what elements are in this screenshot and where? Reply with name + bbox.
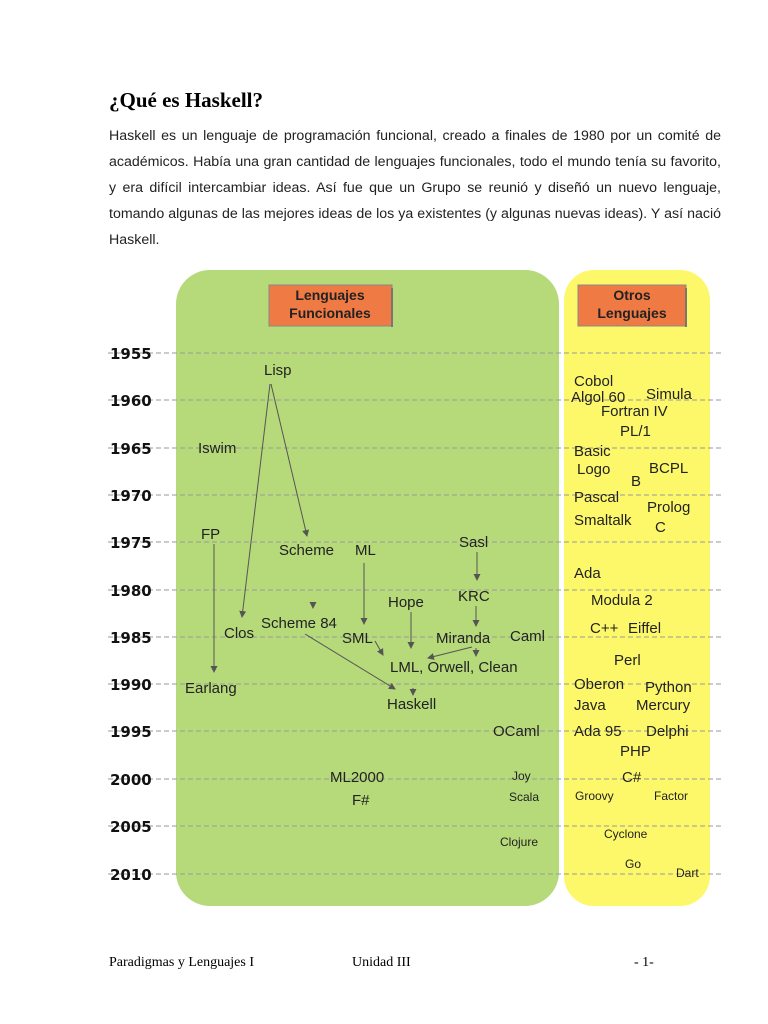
year-label: 1965 xyxy=(110,440,152,458)
lang-iswim: Iswim xyxy=(198,440,237,457)
year-label: 1980 xyxy=(110,582,152,600)
lang-krc: KRC xyxy=(458,588,490,605)
other-header-line-2: Lenguajes xyxy=(597,305,667,321)
lang-fsharp: F# xyxy=(352,792,370,809)
lang-pl1: PL/1 xyxy=(620,423,651,440)
lang-csharp: C# xyxy=(622,769,642,786)
lang-basic: Basic xyxy=(574,443,611,460)
lang-cobol: Cobol xyxy=(574,373,614,390)
lang-cyclone: Cyclone xyxy=(604,827,648,841)
lang-smaltalk: Smaltalk xyxy=(574,512,632,529)
lang-scala: Scala xyxy=(509,790,540,804)
page-title: ¿Qué es Haskell? xyxy=(109,88,264,112)
lang-oberon: Oberon xyxy=(574,676,625,693)
year-label: 2005 xyxy=(110,818,152,836)
lang-factor: Factor xyxy=(654,789,689,803)
year-label: 1985 xyxy=(110,629,152,647)
lang-ml2000: ML2000 xyxy=(330,769,385,786)
lang-sml: SML xyxy=(342,630,373,647)
lang-ml: ML xyxy=(355,542,376,559)
footer-page-number: - 1- xyxy=(634,955,654,970)
lang-prolog: Prolog xyxy=(647,499,691,516)
year-label: 1990 xyxy=(110,676,152,694)
lang-earlang: Earlang xyxy=(185,680,237,697)
lang-dart: Dart xyxy=(676,866,699,880)
functional-header-line-2: Funcionales xyxy=(289,305,371,321)
lang-miranda: Miranda xyxy=(436,630,491,647)
other-languages-panel xyxy=(564,270,710,906)
footer-course: Paradigmas y Lenguajes I xyxy=(109,955,255,970)
lang-perl: Perl xyxy=(614,652,641,669)
lang-cpp: C++ xyxy=(590,620,619,637)
lang-scheme: Scheme xyxy=(279,542,335,559)
lang-sasl: Sasl xyxy=(459,534,489,551)
lang-ocaml: OCaml xyxy=(493,723,540,740)
lang-scheme-84: Scheme 84 xyxy=(261,615,337,632)
lang-caml: Caml xyxy=(510,628,546,645)
lang-eiffel: Eiffel xyxy=(628,620,662,637)
lang-haskell: Haskell xyxy=(387,696,437,713)
lang-groovy: Groovy xyxy=(575,789,614,803)
lang-mercury: Mercury xyxy=(636,697,691,714)
lang-java: Java xyxy=(574,697,606,714)
lang-b: B xyxy=(631,473,642,490)
lang-algol-60: Algol 60 xyxy=(571,389,626,406)
year-label: 1960 xyxy=(110,392,152,410)
lang-clojure: Clojure xyxy=(500,835,539,849)
lang-php: PHP xyxy=(620,743,651,760)
lang-modula-2: Modula 2 xyxy=(591,592,653,609)
functional-languages-panel xyxy=(176,270,559,906)
lang-ada-95: Ada 95 xyxy=(574,723,622,740)
lang-delphi: Delphi xyxy=(646,723,689,740)
other-header-line-1: Otros xyxy=(613,287,651,303)
functional-header-line-1: Lenguajes xyxy=(295,287,365,303)
lang-ada: Ada xyxy=(574,565,601,582)
lang-c: C xyxy=(655,519,666,536)
lang-fortran-iv: Fortran IV xyxy=(601,403,668,420)
lang-clos: Clos xyxy=(224,625,255,642)
year-label: 1995 xyxy=(110,723,152,741)
footer-unit: Unidad III xyxy=(352,955,411,970)
lang-bcpl: BCPL xyxy=(649,460,689,477)
lang-fp: FP xyxy=(201,526,221,543)
year-label: 1975 xyxy=(110,534,152,552)
year-label: 1955 xyxy=(110,345,152,363)
lang-lml-orwell-clean: LML, Orwell, Clean xyxy=(390,659,518,676)
lang-python: Python xyxy=(645,679,692,696)
year-label: 2010 xyxy=(110,866,152,884)
year-label: 1970 xyxy=(110,487,152,505)
intro-paragraph: Haskell es un lenguaje de programación funcional, creado a finales de 1980 por un comité de académicos. Había una gran cantidad de lenguajes funcionales, todo el mundo tenía su favorito, y era difícil intercambiar ideas. Así fue que un Grupo se reunió y diseñó un nuevo lenguaje, tomando algunas de las mejores ideas de los ya existentes (y algunas nuevas ideas). Y así nació Haskell. xyxy=(109,128,721,248)
lang-joy: Joy xyxy=(512,769,531,783)
lang-hope: Hope xyxy=(388,594,424,611)
year-label: 2000 xyxy=(110,771,152,789)
lang-simula: Simula xyxy=(646,386,692,403)
lang-pascal: Pascal xyxy=(574,489,620,506)
lang-logo: Logo xyxy=(577,461,611,478)
lang-lisp: Lisp xyxy=(264,362,292,379)
lang-go: Go xyxy=(625,857,642,871)
